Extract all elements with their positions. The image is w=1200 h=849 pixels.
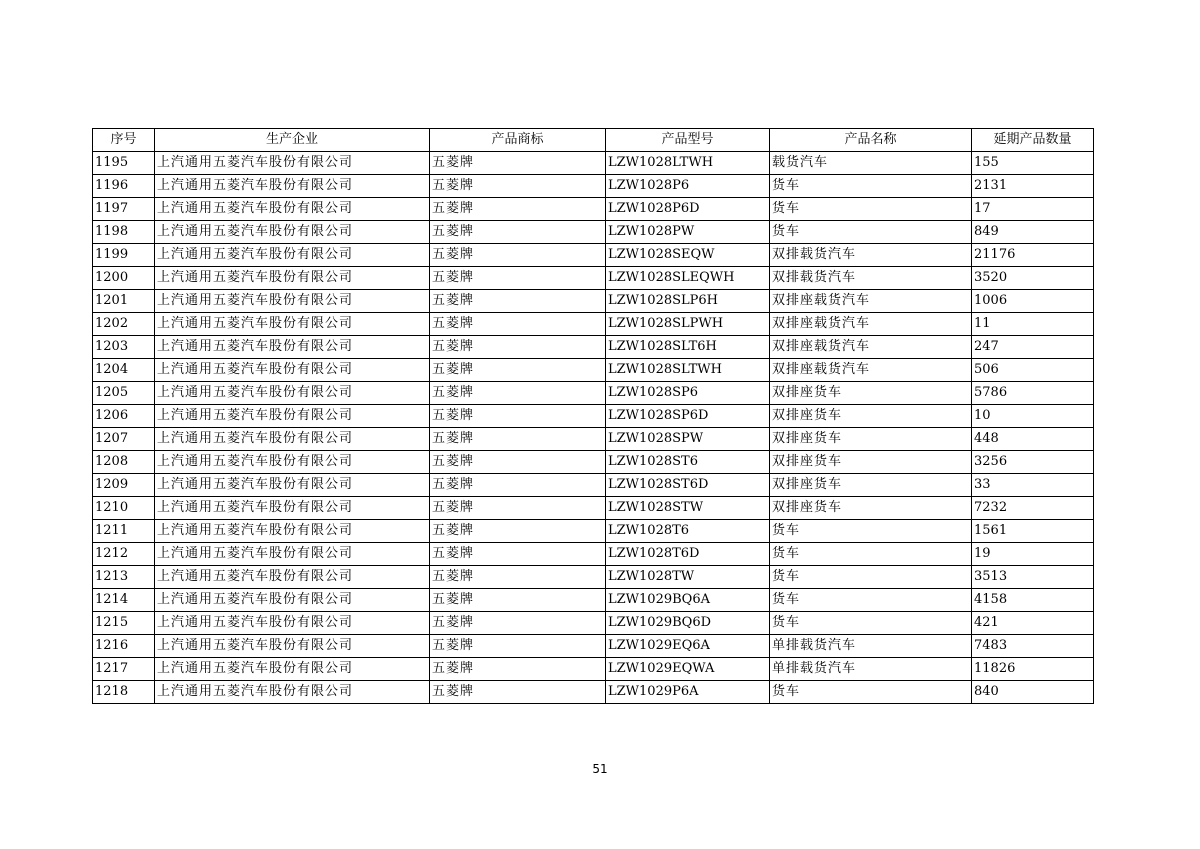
cell-serial-number: 1203: [93, 336, 155, 359]
cell-manufacturer: 上汽通用五菱汽车股份有限公司: [155, 428, 430, 451]
vehicle-extension-table: [92, 128, 1094, 704]
cell-serial-number: 1201: [93, 290, 155, 313]
cell-extension-quantity: 4158: [972, 589, 1094, 612]
cell-model: LZW1028ST6D: [606, 474, 770, 497]
cell-model: LZW1028ST6: [606, 451, 770, 474]
cell-serial-number: 1199: [93, 244, 155, 267]
cell-manufacturer: 上汽通用五菱汽车股份有限公司: [155, 497, 430, 520]
cell-extension-quantity: 849: [972, 221, 1094, 244]
cell-brand: 五菱牌: [430, 543, 606, 566]
cell-product-name: 双排座载货汽车: [770, 359, 972, 382]
cell-serial-number: 1198: [93, 221, 155, 244]
cell-serial-number: 1197: [93, 198, 155, 221]
cell-brand: 五菱牌: [430, 198, 606, 221]
cell-model: LZW1028SLT6H: [606, 336, 770, 359]
cell-model: LZW1028P6: [606, 175, 770, 198]
cell-serial-number: 1212: [93, 543, 155, 566]
table-row: [93, 428, 1094, 451]
header-extension-quantity: 延期产品数量: [972, 129, 1094, 152]
cell-model: LZW1028SLEQWH: [606, 267, 770, 290]
cell-extension-quantity: 5786: [972, 382, 1094, 405]
cell-model: LZW1028SEQW: [606, 244, 770, 267]
cell-model: LZW1028TW: [606, 566, 770, 589]
cell-model: LZW1028SP6D: [606, 405, 770, 428]
table-row: [93, 313, 1094, 336]
cell-model: LZW1028P6D: [606, 198, 770, 221]
cell-brand: 五菱牌: [430, 612, 606, 635]
vehicle-extension-table-container: [92, 128, 1093, 704]
cell-manufacturer: 上汽通用五菱汽车股份有限公司: [155, 290, 430, 313]
cell-brand: 五菱牌: [430, 175, 606, 198]
cell-extension-quantity: 11826: [972, 658, 1094, 681]
cell-extension-quantity: 1006: [972, 290, 1094, 313]
cell-product-name: 双排座货车: [770, 497, 972, 520]
cell-model: LZW1028SLTWH: [606, 359, 770, 382]
cell-extension-quantity: 3513: [972, 566, 1094, 589]
cell-brand: 五菱牌: [430, 520, 606, 543]
table-row: [93, 382, 1094, 405]
cell-extension-quantity: 21176: [972, 244, 1094, 267]
cell-manufacturer: 上汽通用五菱汽车股份有限公司: [155, 520, 430, 543]
cell-product-name: 货车: [770, 221, 972, 244]
table-row: [93, 290, 1094, 313]
table-row: [93, 405, 1094, 428]
cell-manufacturer: 上汽通用五菱汽车股份有限公司: [155, 589, 430, 612]
table-row: [93, 589, 1094, 612]
cell-serial-number: 1218: [93, 681, 155, 704]
cell-brand: 五菱牌: [430, 474, 606, 497]
cell-brand: 五菱牌: [430, 451, 606, 474]
cell-manufacturer: 上汽通用五菱汽车股份有限公司: [155, 221, 430, 244]
cell-brand: 五菱牌: [430, 382, 606, 405]
table-row: [93, 359, 1094, 382]
cell-extension-quantity: 1561: [972, 520, 1094, 543]
table-row: [93, 267, 1094, 290]
table-row: [93, 244, 1094, 267]
cell-product-name: 双排载货汽车: [770, 244, 972, 267]
cell-product-name: 双排座载货汽车: [770, 313, 972, 336]
cell-serial-number: 1195: [93, 152, 155, 175]
cell-brand: 五菱牌: [430, 267, 606, 290]
cell-serial-number: 1208: [93, 451, 155, 474]
header-manufacturer: 生产企业: [155, 129, 430, 152]
cell-manufacturer: 上汽通用五菱汽车股份有限公司: [155, 313, 430, 336]
cell-product-name: 双排座载货汽车: [770, 290, 972, 313]
table-row: [93, 336, 1094, 359]
cell-serial-number: 1202: [93, 313, 155, 336]
cell-serial-number: 1196: [93, 175, 155, 198]
cell-manufacturer: 上汽通用五菱汽车股份有限公司: [155, 635, 430, 658]
cell-product-name: 货车: [770, 612, 972, 635]
cell-manufacturer: 上汽通用五菱汽车股份有限公司: [155, 405, 430, 428]
cell-serial-number: 1206: [93, 405, 155, 428]
cell-manufacturer: 上汽通用五菱汽车股份有限公司: [155, 658, 430, 681]
cell-serial-number: 1210: [93, 497, 155, 520]
cell-extension-quantity: 33: [972, 474, 1094, 497]
table-row: [93, 681, 1094, 704]
cell-model: LZW1028SPW: [606, 428, 770, 451]
cell-product-name: 单排载货汽车: [770, 658, 972, 681]
cell-extension-quantity: 7232: [972, 497, 1094, 520]
page-number: 51: [592, 762, 608, 776]
cell-product-name: 双排座货车: [770, 474, 972, 497]
cell-manufacturer: 上汽通用五菱汽车股份有限公司: [155, 359, 430, 382]
cell-extension-quantity: 155: [972, 152, 1094, 175]
cell-brand: 五菱牌: [430, 681, 606, 704]
cell-product-name: 双排座货车: [770, 428, 972, 451]
cell-product-name: 货车: [770, 175, 972, 198]
cell-product-name: 货车: [770, 520, 972, 543]
cell-serial-number: 1213: [93, 566, 155, 589]
cell-manufacturer: 上汽通用五菱汽车股份有限公司: [155, 612, 430, 635]
cell-extension-quantity: 3520: [972, 267, 1094, 290]
cell-model: LZW1029BQ6A: [606, 589, 770, 612]
cell-serial-number: 1211: [93, 520, 155, 543]
cell-serial-number: 1204: [93, 359, 155, 382]
cell-product-name: 单排载货汽车: [770, 635, 972, 658]
cell-product-name: 双排座货车: [770, 382, 972, 405]
cell-model: LZW1028SLPWH: [606, 313, 770, 336]
header-model: 产品型号: [606, 129, 770, 152]
header-brand: 产品商标: [430, 129, 606, 152]
cell-product-name: 载货汽车: [770, 152, 972, 175]
cell-manufacturer: 上汽通用五菱汽车股份有限公司: [155, 543, 430, 566]
table-row: [93, 543, 1094, 566]
cell-brand: 五菱牌: [430, 359, 606, 382]
cell-manufacturer: 上汽通用五菱汽车股份有限公司: [155, 474, 430, 497]
cell-extension-quantity: 10: [972, 405, 1094, 428]
cell-product-name: 双排座载货汽车: [770, 336, 972, 359]
cell-extension-quantity: 2131: [972, 175, 1094, 198]
cell-manufacturer: 上汽通用五菱汽车股份有限公司: [155, 681, 430, 704]
cell-serial-number: 1207: [93, 428, 155, 451]
table-row: [93, 152, 1094, 175]
cell-serial-number: 1215: [93, 612, 155, 635]
cell-serial-number: 1216: [93, 635, 155, 658]
cell-extension-quantity: 11: [972, 313, 1094, 336]
cell-extension-quantity: 7483: [972, 635, 1094, 658]
cell-extension-quantity: 3256: [972, 451, 1094, 474]
cell-brand: 五菱牌: [430, 635, 606, 658]
cell-extension-quantity: 506: [972, 359, 1094, 382]
cell-model: LZW1028SLP6H: [606, 290, 770, 313]
cell-model: LZW1029P6A: [606, 681, 770, 704]
cell-model: LZW1028T6D: [606, 543, 770, 566]
table-row: [93, 198, 1094, 221]
table-row: [93, 612, 1094, 635]
cell-serial-number: 1209: [93, 474, 155, 497]
cell-model: LZW1028SP6: [606, 382, 770, 405]
cell-brand: 五菱牌: [430, 589, 606, 612]
cell-extension-quantity: 17: [972, 198, 1094, 221]
cell-serial-number: 1200: [93, 267, 155, 290]
cell-model: LZW1029EQWA: [606, 658, 770, 681]
table-row: [93, 221, 1094, 244]
cell-model: LZW1028STW: [606, 497, 770, 520]
cell-brand: 五菱牌: [430, 290, 606, 313]
cell-serial-number: 1217: [93, 658, 155, 681]
table-row: [93, 520, 1094, 543]
cell-manufacturer: 上汽通用五菱汽车股份有限公司: [155, 152, 430, 175]
cell-product-name: 双排载货汽车: [770, 267, 972, 290]
cell-product-name: 货车: [770, 681, 972, 704]
table-row: [93, 451, 1094, 474]
table-row: [93, 497, 1094, 520]
table-row: [93, 566, 1094, 589]
cell-model: LZW1028LTWH: [606, 152, 770, 175]
cell-model: LZW1028T6: [606, 520, 770, 543]
cell-serial-number: 1205: [93, 382, 155, 405]
cell-brand: 五菱牌: [430, 428, 606, 451]
cell-manufacturer: 上汽通用五菱汽车股份有限公司: [155, 267, 430, 290]
cell-product-name: 双排座货车: [770, 451, 972, 474]
cell-manufacturer: 上汽通用五菱汽车股份有限公司: [155, 566, 430, 589]
table-row: [93, 474, 1094, 497]
cell-manufacturer: 上汽通用五菱汽车股份有限公司: [155, 175, 430, 198]
cell-model: LZW1029EQ6A: [606, 635, 770, 658]
table-header-row: [93, 129, 1094, 152]
cell-brand: 五菱牌: [430, 336, 606, 359]
cell-brand: 五菱牌: [430, 658, 606, 681]
table-row: [93, 658, 1094, 681]
table-body: [93, 152, 1094, 704]
cell-brand: 五菱牌: [430, 566, 606, 589]
cell-product-name: 货车: [770, 198, 972, 221]
cell-extension-quantity: 421: [972, 612, 1094, 635]
cell-brand: 五菱牌: [430, 497, 606, 520]
cell-product-name: 货车: [770, 589, 972, 612]
cell-brand: 五菱牌: [430, 221, 606, 244]
cell-model: LZW1029BQ6D: [606, 612, 770, 635]
cell-extension-quantity: 840: [972, 681, 1094, 704]
cell-manufacturer: 上汽通用五菱汽车股份有限公司: [155, 382, 430, 405]
cell-manufacturer: 上汽通用五菱汽车股份有限公司: [155, 451, 430, 474]
cell-extension-quantity: 19: [972, 543, 1094, 566]
cell-model: LZW1028PW: [606, 221, 770, 244]
cell-brand: 五菱牌: [430, 244, 606, 267]
header-product-name: 产品名称: [770, 129, 972, 152]
cell-extension-quantity: 448: [972, 428, 1094, 451]
cell-extension-quantity: 247: [972, 336, 1094, 359]
table-row: [93, 635, 1094, 658]
table-row: [93, 175, 1094, 198]
cell-serial-number: 1214: [93, 589, 155, 612]
cell-manufacturer: 上汽通用五菱汽车股份有限公司: [155, 336, 430, 359]
cell-brand: 五菱牌: [430, 152, 606, 175]
cell-product-name: 货车: [770, 566, 972, 589]
cell-product-name: 双排座货车: [770, 405, 972, 428]
cell-product-name: 货车: [770, 543, 972, 566]
cell-brand: 五菱牌: [430, 313, 606, 336]
cell-manufacturer: 上汽通用五菱汽车股份有限公司: [155, 244, 430, 267]
cell-manufacturer: 上汽通用五菱汽车股份有限公司: [155, 198, 430, 221]
header-serial-number: 序号: [93, 129, 155, 152]
cell-brand: 五菱牌: [430, 405, 606, 428]
